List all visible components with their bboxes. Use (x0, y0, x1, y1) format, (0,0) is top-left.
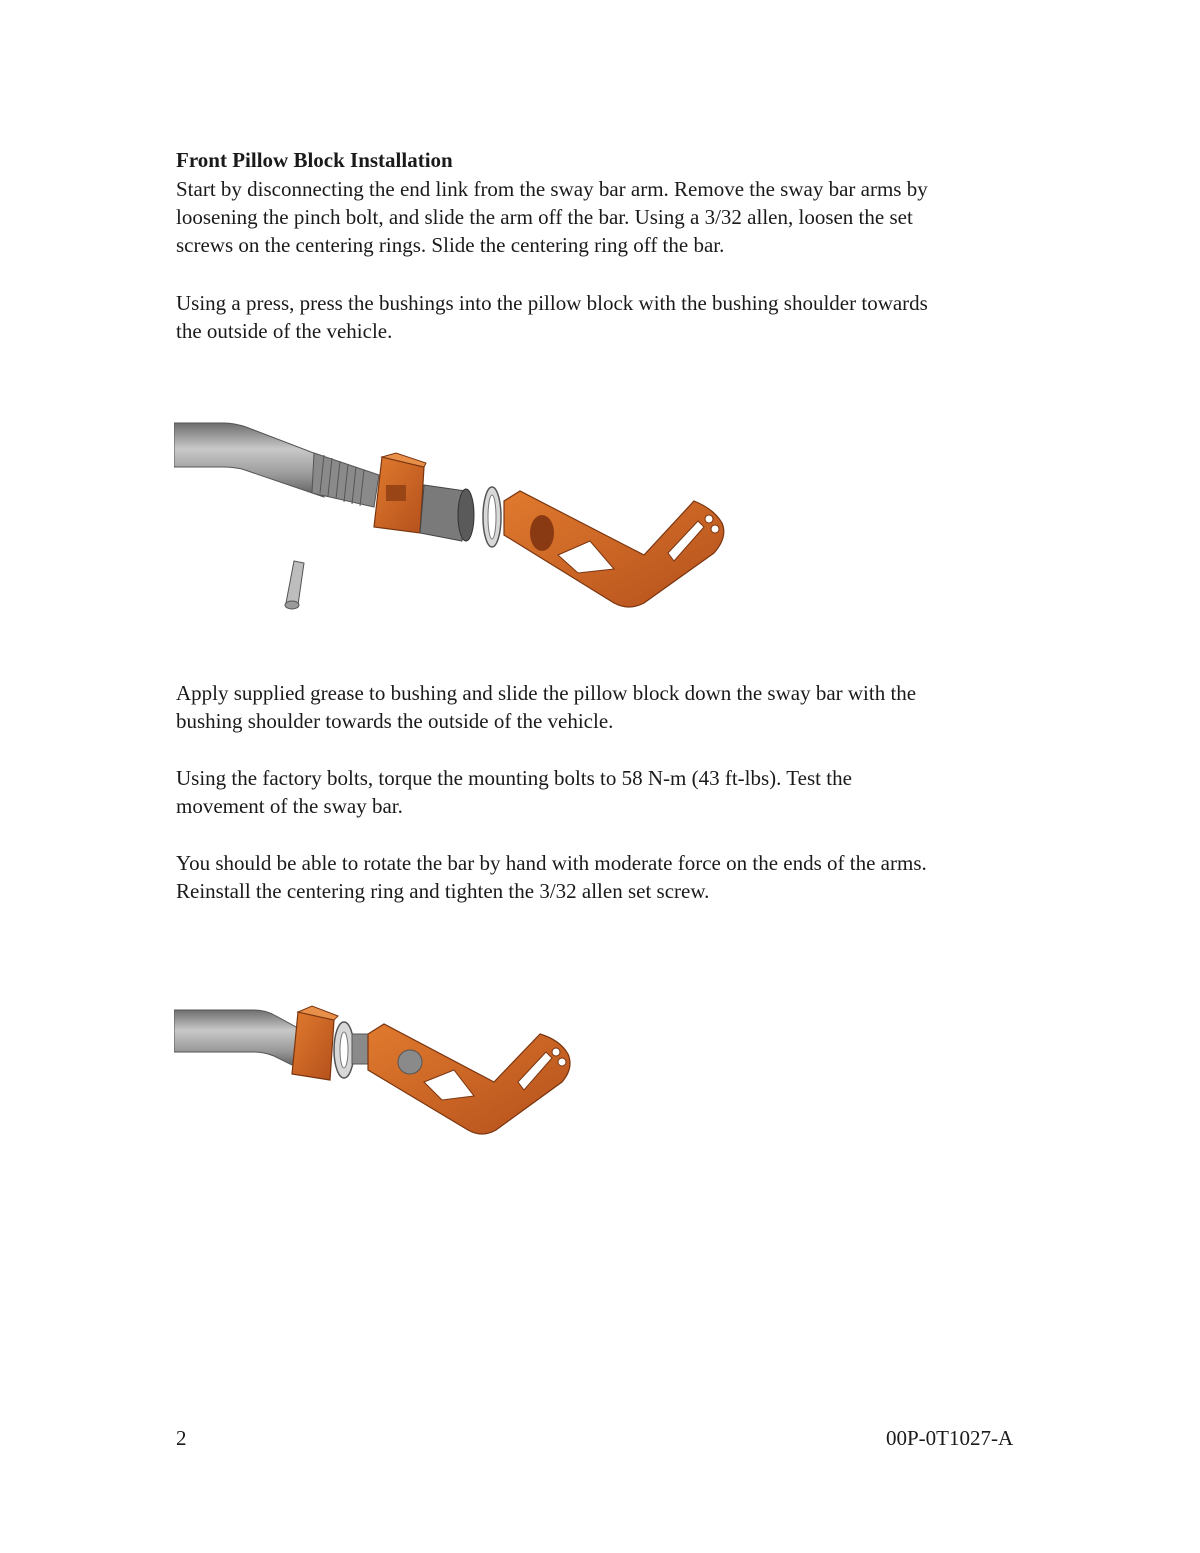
text-line: Using the factory bolts, torque the mounting bolts to 58 N-m (43 ft-lbs). Test the (176, 766, 852, 790)
sway-bar-arm (368, 1024, 570, 1134)
page-number: 2 (176, 1426, 187, 1450)
text-line: Using a press, press the bushings into the pillow block with the bushing shoulder towards (176, 291, 928, 315)
exploded-assembly-figure (174, 405, 734, 625)
text-line: loosening the pinch bolt, and slide the arm off the bar. Using a 3/32 allen, loosen the set (176, 205, 913, 229)
text-line: Reinstall the centering ring and tighten the 3/32 allen set screw. (176, 879, 710, 903)
bushing (420, 485, 474, 541)
pinch-bolt (285, 561, 304, 609)
pillow-block (292, 1006, 338, 1080)
assembled-figure (174, 990, 604, 1150)
paragraph-apply-grease (176, 679, 1046, 735)
document-code: 00P-0T1027-A (886, 1426, 1014, 1450)
section-heading: Front Pillow Block Installation (176, 148, 453, 172)
paragraph-press-bushings (176, 289, 1046, 345)
sway-bar (174, 1010, 298, 1068)
paragraph-rotate-test (176, 849, 1046, 905)
paragraph-disconnect (176, 175, 1046, 259)
text-line: You should be able to rotate the bar by hand with moderate force on the ends of the arms. (176, 851, 927, 875)
paragraph-torque (176, 764, 1046, 820)
centering-ring (483, 487, 501, 547)
pillow-block (374, 453, 426, 533)
sway-bar (174, 423, 379, 507)
text-line: screws on the centering rings. Slide the centering ring off the bar. (176, 233, 725, 257)
text-line: the outside of the vehicle. (176, 319, 393, 343)
text-line: movement of the sway bar. (176, 794, 403, 818)
text-line: Apply supplied grease to bushing and slide the pillow block down the sway bar with the (176, 681, 917, 705)
text-line: Start by disconnecting the end link from the sway bar arm. Remove the sway bar arms by (176, 177, 928, 201)
text-line: bushing shoulder towards the outside of the vehicle. (176, 709, 614, 733)
sway-bar-arm (504, 491, 724, 607)
